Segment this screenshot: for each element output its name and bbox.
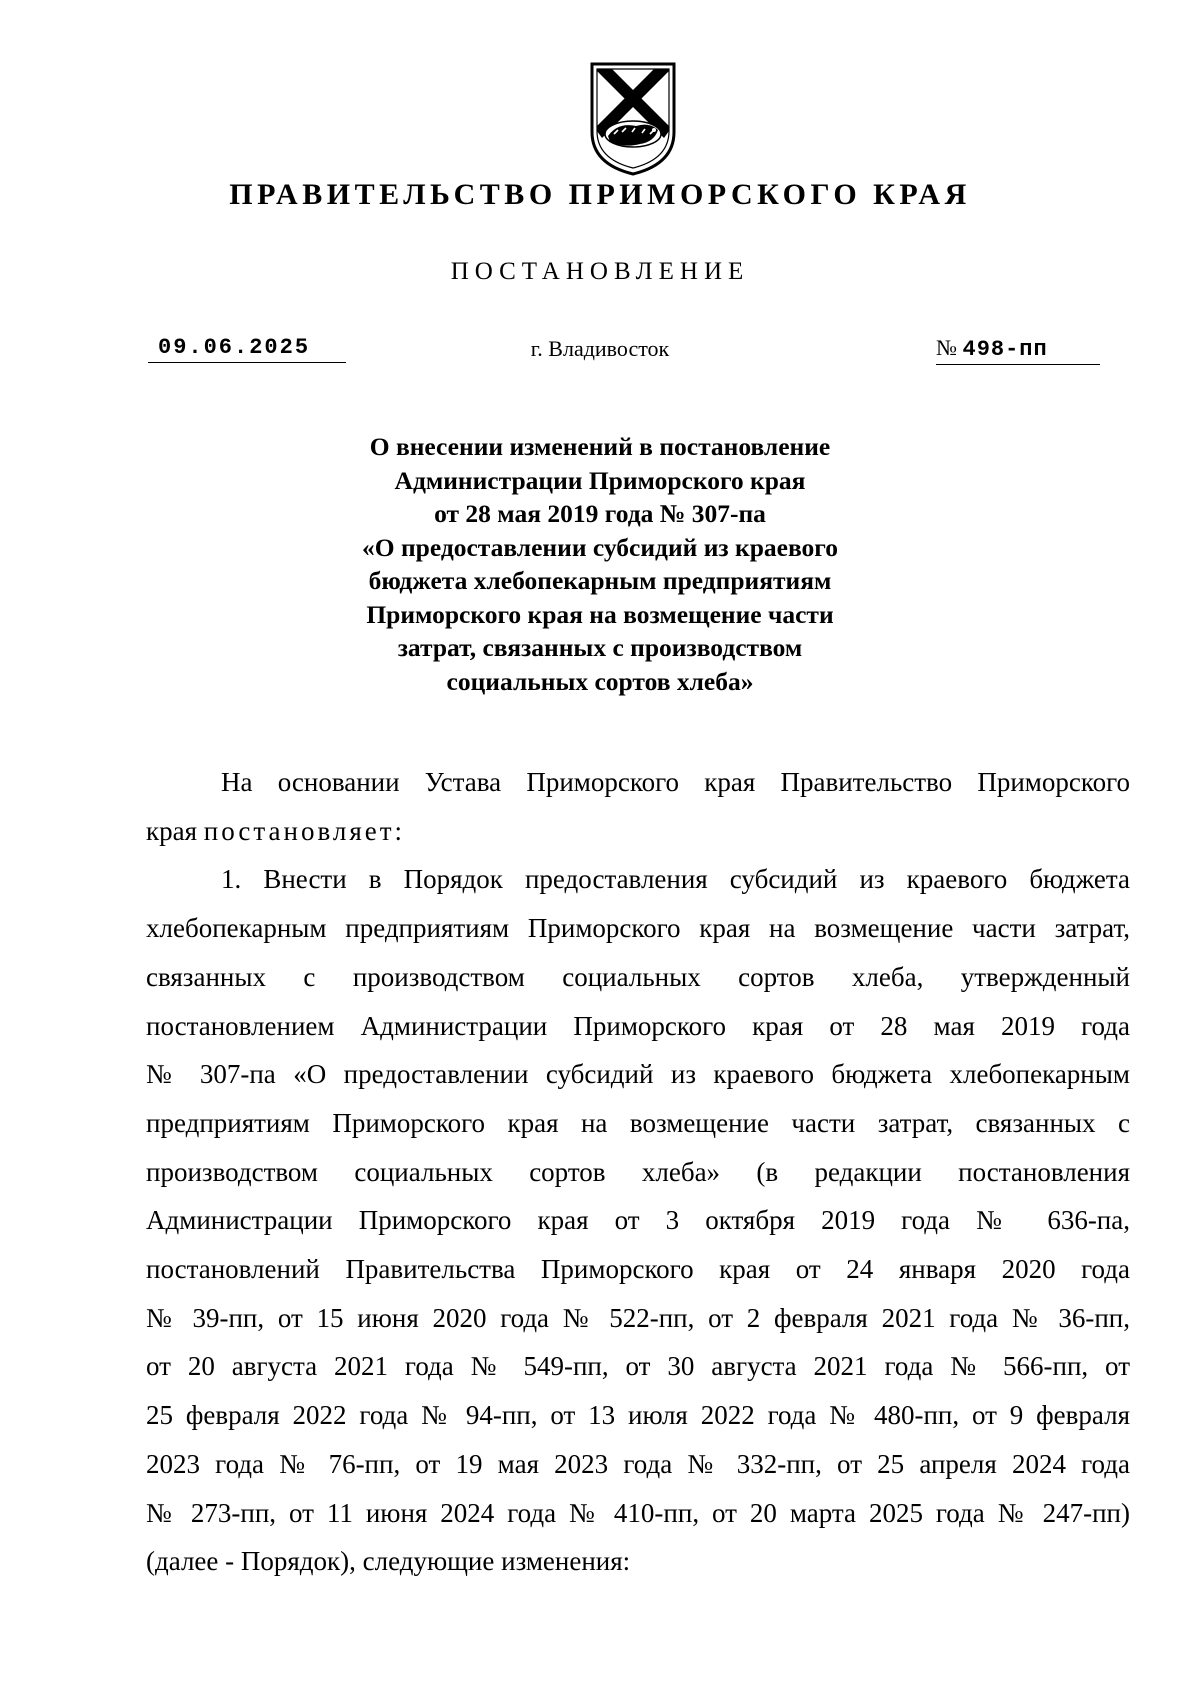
preamble-word: края bbox=[146, 815, 198, 846]
body-line: производством социальных сортов хлеба» (в редакции постановления bbox=[146, 1156, 1130, 1187]
resolves-word: постановляет: bbox=[203, 815, 406, 846]
subject-line: «О предоставлении субсидий из краевого bbox=[362, 532, 838, 562]
body-line: предприятиям Приморского края на возмещение части затрат, связанных с bbox=[146, 1107, 1130, 1138]
body-line: № 307-па «О предоставлении субсидий из краевого бюджета хлебопекарным bbox=[146, 1059, 1130, 1090]
body-line: 2023 года № 76-пп, от 19 мая 2023 года № 332-пп, от 25 апреля 2024 года bbox=[146, 1448, 1130, 1479]
body-line: 25 февраля 2022 года № 94-пп, от 13 июля 2022 года № 480-пп, от 9 февраля bbox=[146, 1400, 1130, 1431]
body-line: Администрации Приморского края от 3 октября 2019 года № 636-па, bbox=[146, 1205, 1130, 1236]
government-title: ПРАВИТЕЛЬСТВО ПРИМОРСКОГО КРАЯ bbox=[229, 178, 971, 211]
number-value: 498-пп bbox=[962, 337, 1048, 362]
subject-line: от 28 мая 2019 года № 307-па bbox=[434, 499, 766, 528]
body-line: хлебопекарным предприятиям Приморского края на возмещение части затрат, bbox=[146, 913, 1130, 944]
subject-line: Администрации Приморского края bbox=[394, 465, 806, 495]
body-line: постановлением Администрации Приморского края от 28 мая 2019 года bbox=[146, 1010, 1130, 1041]
body-line: № 39-пп, от 15 июня 2020 года № 522-пп, от 2 февраля 2021 года № 36-пп, bbox=[146, 1302, 1130, 1333]
body-line: от 20 августа 2021 года № 549-пп, от 30 августа 2021 года № 566-пп, от bbox=[146, 1351, 1130, 1382]
body-line: постановлений Правительства Приморского края от 24 января 2020 года bbox=[146, 1254, 1130, 1285]
subject-line: бюджета хлебопекарным предприятиям bbox=[368, 566, 832, 595]
body-line: № 273-пп, от 11 июня 2024 года № 410-пп, от 20 марта 2025 года № 247-пп) bbox=[146, 1497, 1130, 1528]
body-line: (далее - Порядок), следующие изменения: bbox=[146, 1546, 631, 1577]
document-number bbox=[936, 335, 1100, 365]
document-date: 09.06.2025 bbox=[148, 335, 346, 363]
subject-line: социальных сортов хлеба» bbox=[446, 666, 754, 696]
document-type: ПОСТАНОВЛЕНИЕ bbox=[450, 258, 750, 285]
document-body bbox=[146, 758, 1130, 1586]
subject-line: Приморского края на возмещение части bbox=[366, 599, 834, 629]
body-line: связанных с производством социальных сортов хлеба, утвержденный bbox=[146, 961, 1130, 992]
preamble-line: На основании Устава Приморского края Правительство Приморского bbox=[221, 767, 1130, 797]
document-city: г. Владивосток bbox=[530, 336, 670, 361]
body-line: 1. Внести в Порядок предоставления субсидий из краевого бюджета bbox=[221, 864, 1130, 895]
subject-line: О внесении изменений в постановление bbox=[369, 432, 831, 461]
coat-of-arms-icon bbox=[588, 60, 678, 178]
document-subject bbox=[0, 430, 1200, 698]
preamble-line bbox=[146, 807, 1130, 856]
number-prefix: № bbox=[936, 335, 957, 360]
subject-line: затрат, связанных с производством bbox=[397, 633, 803, 662]
